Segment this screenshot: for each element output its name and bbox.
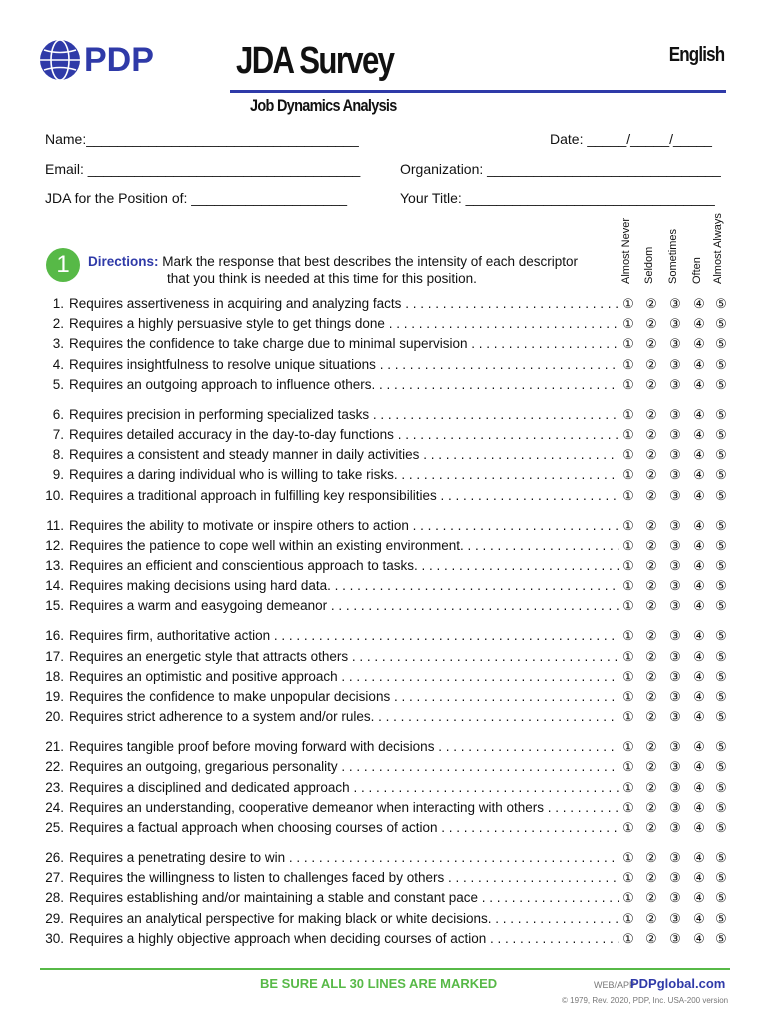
question-number: 21. (45, 739, 64, 755)
response-option-3[interactable]: ③ (669, 537, 681, 553)
response-option-3[interactable]: ③ (669, 487, 681, 503)
question-text: Requires the confidence to make unpopular decisions . . . (69, 689, 619, 704)
question-number: 24. (45, 799, 64, 815)
response-option-2[interactable]: ② (645, 799, 657, 815)
question-number: 19. (45, 689, 64, 704)
response-option-3[interactable]: ③ (669, 558, 681, 573)
question-text: Requires the willingness to listen to challenges faced by others . . . (69, 870, 619, 885)
response-option-4[interactable]: ④ (693, 356, 705, 372)
response-option-1[interactable]: ① (622, 537, 634, 553)
question-text: Requires a factual approach when choosing courses of action . . . (69, 820, 619, 835)
question-number: 12. (45, 537, 64, 553)
response-option-5[interactable]: ⑤ (715, 689, 727, 704)
response-option-1[interactable]: ① (622, 820, 634, 835)
response-option-2[interactable]: ② (645, 447, 657, 463)
response-option-3[interactable]: ③ (669, 930, 681, 946)
scale-label-almost-never: Almost Never (620, 217, 632, 284)
response-option-4[interactable]: ④ (693, 910, 705, 926)
response-option-4[interactable]: ④ (693, 517, 705, 533)
question-row (0, 820, 770, 840)
response-option-1[interactable]: ① (622, 739, 634, 755)
response-option-2[interactable]: ② (645, 820, 657, 835)
question-text: Requires strict adherence to a system and/or rules. . . . (69, 709, 619, 724)
response-option-3[interactable]: ③ (669, 910, 681, 926)
response-option-4[interactable]: ④ (693, 336, 705, 352)
response-option-2[interactable]: ② (645, 376, 657, 392)
response-option-5[interactable]: ⑤ (715, 537, 727, 553)
footer-divider (40, 968, 730, 970)
response-option-1[interactable]: ① (622, 447, 634, 463)
question-row (0, 850, 770, 870)
response-option-1[interactable]: ① (622, 930, 634, 946)
page-subtitle: Job Dynamics Analysis (250, 96, 397, 115)
email-field[interactable]: Email: ___________________________________ (45, 161, 361, 177)
question-text: Requires precision in performing specialized tasks . . . (69, 407, 619, 422)
question-number: 7. (52, 427, 64, 442)
response-option-1[interactable]: ① (622, 850, 634, 865)
response-option-3[interactable]: ③ (669, 316, 681, 332)
copyright-notice: © 1979, Rev. 2020, PDP, Inc. USA-200 version (562, 996, 729, 1005)
question-row (0, 467, 770, 487)
response-option-1[interactable]: ① (622, 870, 634, 886)
response-option-4[interactable]: ④ (693, 406, 705, 422)
question-number: 3. (52, 336, 64, 352)
response-option-3[interactable]: ③ (669, 406, 681, 422)
response-option-5[interactable]: ⑤ (715, 628, 727, 644)
response-option-3[interactable]: ③ (669, 296, 681, 311)
response-option-1[interactable]: ① (622, 296, 634, 311)
question-row (0, 709, 770, 729)
directions-text-1: Mark the response that best describes the intensity of each descriptor (162, 254, 578, 269)
response-option-1[interactable]: ① (622, 487, 634, 503)
response-option-1[interactable]: ① (622, 890, 634, 906)
response-option-5[interactable]: ⑤ (715, 558, 727, 573)
response-option-4[interactable]: ④ (693, 930, 705, 946)
question-row (0, 931, 770, 951)
response-option-3[interactable]: ③ (669, 689, 681, 704)
response-option-2[interactable]: ② (645, 467, 657, 483)
response-option-1[interactable]: ① (622, 517, 634, 533)
response-option-2[interactable]: ② (645, 759, 657, 775)
response-option-3[interactable]: ③ (669, 799, 681, 815)
response-option-1[interactable]: ① (622, 406, 634, 422)
question-row (0, 780, 770, 800)
question-row (0, 800, 770, 820)
question-number: 17. (45, 648, 64, 664)
question-text: Requires tangible proof before moving forward with decisions . . . (69, 739, 619, 754)
logo-text: PDP (84, 40, 154, 79)
response-option-5[interactable]: ⑤ (715, 799, 727, 815)
response-option-5[interactable]: ⑤ (715, 759, 727, 775)
question-number: 10. (45, 487, 64, 503)
response-option-5[interactable]: ⑤ (715, 578, 727, 594)
question-number: 23. (45, 779, 64, 795)
response-option-3[interactable]: ③ (669, 890, 681, 906)
response-option-4[interactable]: ④ (693, 578, 705, 594)
scale-label-almost-always: Almost Always (712, 213, 724, 284)
response-option-2[interactable]: ② (645, 779, 657, 795)
question-row (0, 578, 770, 598)
question-number: 5. (52, 376, 64, 392)
response-option-2[interactable]: ② (645, 487, 657, 503)
response-option-4[interactable]: ④ (693, 537, 705, 553)
position-field[interactable]: JDA for the Position of: ____________________ (45, 190, 348, 206)
scale-label-often: Often (691, 257, 703, 284)
question-number: 26. (45, 850, 64, 865)
response-option-1[interactable]: ① (622, 598, 634, 614)
response-option-3[interactable]: ③ (669, 356, 681, 372)
response-option-4[interactable]: ④ (693, 850, 705, 865)
question-text: Requires a traditional approach in fulfilling key responsibilities . . . (69, 488, 619, 503)
response-option-5[interactable]: ⑤ (715, 709, 727, 725)
response-option-1[interactable]: ① (622, 336, 634, 352)
question-text: Requires an optimistic and positive approach . . . (69, 669, 619, 684)
response-option-4[interactable]: ④ (693, 709, 705, 725)
response-option-3[interactable]: ③ (669, 668, 681, 684)
response-option-1[interactable]: ① (622, 910, 634, 926)
response-option-2[interactable]: ② (645, 648, 657, 664)
response-option-4[interactable]: ④ (693, 487, 705, 503)
response-option-4[interactable]: ④ (693, 296, 705, 311)
response-option-2[interactable]: ② (645, 316, 657, 332)
question-number: 8. (52, 447, 64, 463)
website-link[interactable]: PDPglobal.com (630, 976, 726, 991)
question-text: Requires an analytical perspective for making black or white decisions. . . . (69, 911, 619, 926)
response-option-2[interactable]: ② (645, 910, 657, 926)
response-option-1[interactable]: ① (622, 799, 634, 815)
response-option-2[interactable]: ② (645, 517, 657, 533)
response-option-5[interactable]: ⑤ (715, 779, 727, 795)
response-option-1[interactable]: ① (622, 467, 634, 483)
response-option-3[interactable]: ③ (669, 648, 681, 664)
question-row (0, 598, 770, 618)
globe-icon (38, 38, 82, 82)
response-option-5[interactable]: ⑤ (715, 910, 727, 926)
language-label: English (668, 44, 724, 66)
question-text: Requires the patience to cope well within an existing environment. . . . (69, 538, 619, 553)
title-divider (230, 90, 726, 93)
response-option-2[interactable]: ② (645, 870, 657, 886)
response-option-4[interactable]: ④ (693, 648, 705, 664)
response-option-4[interactable]: ④ (693, 759, 705, 775)
question-text: Requires a penetrating desire to win . . . (69, 850, 619, 865)
response-option-4[interactable]: ④ (693, 316, 705, 332)
response-option-2[interactable]: ② (645, 427, 657, 442)
response-option-5[interactable]: ⑤ (715, 376, 727, 392)
response-option-2[interactable]: ② (645, 578, 657, 594)
response-option-2[interactable]: ② (645, 890, 657, 906)
response-option-3[interactable]: ③ (669, 578, 681, 594)
question-row (0, 911, 770, 931)
question-row (0, 336, 770, 356)
response-option-4[interactable]: ④ (693, 689, 705, 704)
question-text: Requires an energetic style that attracts others . . . (69, 649, 619, 664)
response-option-2[interactable]: ② (645, 558, 657, 573)
response-option-3[interactable]: ③ (669, 467, 681, 483)
response-option-4[interactable]: ④ (693, 668, 705, 684)
question-number: 6. (52, 406, 64, 422)
response-option-4[interactable]: ④ (693, 820, 705, 835)
response-option-5[interactable]: ⑤ (715, 427, 727, 442)
question-text: Requires establishing and/or maintaining a stable and constant pace . . . (69, 890, 619, 905)
response-option-2[interactable]: ② (645, 598, 657, 614)
response-option-2[interactable]: ② (645, 850, 657, 865)
response-option-1[interactable]: ① (622, 427, 634, 442)
response-option-2[interactable]: ② (645, 739, 657, 755)
question-row (0, 558, 770, 578)
response-option-3[interactable]: ③ (669, 598, 681, 614)
response-option-5[interactable]: ⑤ (715, 739, 727, 755)
response-option-4[interactable]: ④ (693, 467, 705, 483)
response-option-2[interactable]: ② (645, 668, 657, 684)
question-row (0, 488, 770, 508)
response-option-2[interactable]: ② (645, 709, 657, 725)
response-option-3[interactable]: ③ (669, 850, 681, 865)
response-option-5[interactable]: ⑤ (715, 668, 727, 684)
response-option-5[interactable]: ⑤ (715, 517, 727, 533)
question-number: 18. (45, 668, 64, 684)
response-option-2[interactable]: ② (645, 930, 657, 946)
step-number-badge: 1 (46, 248, 80, 282)
question-number: 4. (52, 356, 64, 372)
question-number: 1. (52, 296, 64, 311)
response-option-2[interactable]: ② (645, 336, 657, 352)
question-number: 9. (52, 467, 64, 483)
question-text: Requires a highly objective approach when deciding courses of action . . . (69, 931, 619, 946)
directions-text-2: that you think is needed at this time for this position. (167, 271, 477, 286)
question-number: 14. (45, 578, 64, 594)
question-text: Requires an outgoing, gregarious personality . . . (69, 759, 619, 774)
response-option-5[interactable]: ⑤ (715, 890, 727, 906)
question-text: Requires firm, authoritative action . . . (69, 628, 619, 643)
response-option-4[interactable]: ④ (693, 799, 705, 815)
question-number: 22. (45, 759, 64, 775)
question-number: 13. (45, 558, 64, 573)
response-option-1[interactable]: ① (622, 578, 634, 594)
response-option-4[interactable]: ④ (693, 598, 705, 614)
question-number: 16. (45, 628, 64, 644)
response-option-3[interactable]: ③ (669, 336, 681, 352)
question-text: Requires an understanding, cooperative demeanor when interacting with others . . . (69, 800, 619, 815)
question-number: 29. (45, 910, 64, 926)
response-option-3[interactable]: ③ (669, 820, 681, 835)
response-option-1[interactable]: ① (622, 316, 634, 332)
response-option-5[interactable]: ⑤ (715, 870, 727, 886)
question-text: Requires the confidence to take charge due to minimal supervision . . . (69, 336, 619, 351)
response-option-4[interactable]: ④ (693, 628, 705, 644)
response-option-5[interactable]: ⑤ (715, 296, 727, 311)
response-option-3[interactable]: ③ (669, 628, 681, 644)
completion-reminder: BE SURE ALL 30 LINES ARE MARKED (260, 976, 498, 991)
date-field[interactable]: Date: _____/_____/_____ (550, 131, 712, 147)
response-option-1[interactable]: ① (622, 376, 634, 392)
response-option-4[interactable]: ④ (693, 870, 705, 886)
question-row (0, 669, 770, 689)
question-row (0, 357, 770, 377)
question-number: 28. (45, 890, 64, 906)
pdp-logo (38, 38, 154, 82)
response-option-1[interactable]: ① (622, 689, 634, 704)
response-option-5[interactable]: ⑤ (715, 598, 727, 614)
directions-line-1 (88, 254, 578, 269)
question-number: 15. (45, 598, 64, 614)
response-option-2[interactable]: ② (645, 689, 657, 704)
response-option-5[interactable]: ⑤ (715, 467, 727, 483)
response-option-1[interactable]: ① (622, 668, 634, 684)
question-text: Requires an outgoing approach to influence others. . . . (69, 377, 619, 392)
question-text: Requires a highly persuasive style to get things done . . . (69, 316, 619, 331)
response-option-3[interactable]: ③ (669, 870, 681, 886)
question-text: Requires insightfulness to resolve unique situations . . . (69, 357, 619, 372)
question-text: Requires detailed accuracy in the day-to-day functions . . . (69, 427, 619, 442)
response-option-1[interactable]: ① (622, 356, 634, 372)
question-text: Requires a warm and easygoing demeanor . . . (69, 598, 619, 613)
response-option-5[interactable]: ⑤ (715, 447, 727, 463)
response-option-5[interactable]: ⑤ (715, 336, 727, 352)
scale-label-seldom: Seldom (643, 246, 655, 284)
response-option-4[interactable]: ④ (693, 558, 705, 573)
question-row (0, 759, 770, 779)
question-text: Requires a consistent and steady manner in daily activities . . . (69, 447, 619, 462)
question-number: 27. (45, 870, 64, 886)
response-option-2[interactable]: ② (645, 296, 657, 311)
question-row (0, 377, 770, 397)
response-option-4[interactable]: ④ (693, 427, 705, 442)
response-option-3[interactable]: ③ (669, 739, 681, 755)
response-option-5[interactable]: ⑤ (715, 487, 727, 503)
response-option-4[interactable]: ④ (693, 447, 705, 463)
response-option-3[interactable]: ③ (669, 447, 681, 463)
response-option-1[interactable]: ① (622, 558, 634, 573)
question-row (0, 447, 770, 467)
response-option-3[interactable]: ③ (669, 517, 681, 533)
response-option-3[interactable]: ③ (669, 709, 681, 725)
question-number: 25. (45, 820, 64, 835)
response-option-5[interactable]: ⑤ (715, 930, 727, 946)
directions-label: Directions: (88, 254, 159, 269)
web-app-label: WEB/APP (594, 980, 636, 990)
response-option-3[interactable]: ③ (669, 779, 681, 795)
question-number: 30. (45, 930, 64, 946)
response-option-3[interactable]: ③ (669, 427, 681, 442)
response-option-1[interactable]: ① (622, 779, 634, 795)
response-option-3[interactable]: ③ (669, 759, 681, 775)
page-title: JDA Survey (236, 40, 394, 82)
question-row (0, 870, 770, 890)
response-option-5[interactable]: ⑤ (715, 316, 727, 332)
response-option-1[interactable]: ① (622, 709, 634, 725)
response-option-5[interactable]: ⑤ (715, 648, 727, 664)
question-row (0, 649, 770, 669)
organization-field[interactable]: Organization: ______________________________ (400, 161, 721, 177)
response-option-4[interactable]: ④ (693, 376, 705, 392)
response-option-4[interactable]: ④ (693, 890, 705, 906)
response-option-5[interactable]: ⑤ (715, 356, 727, 372)
response-option-5[interactable]: ⑤ (715, 850, 727, 865)
question-row (0, 628, 770, 648)
response-option-2[interactable]: ② (645, 628, 657, 644)
question-row (0, 739, 770, 759)
response-option-1[interactable]: ① (622, 648, 634, 664)
question-row (0, 890, 770, 910)
question-text: Requires an efficient and conscientious approach to tasks. . . . (69, 558, 619, 573)
response-option-5[interactable]: ⑤ (715, 820, 727, 835)
your-title-field[interactable]: Your Title: ________________________________ (400, 190, 715, 206)
question-text: Requires making decisions using hard data. . . . (69, 578, 619, 593)
question-row (0, 407, 770, 427)
question-text: Requires a daring individual who is willing to take risks. . . . (69, 467, 619, 482)
question-row (0, 538, 770, 558)
response-option-1[interactable]: ① (622, 628, 634, 644)
question-row (0, 316, 770, 336)
question-row (0, 689, 770, 709)
response-option-1[interactable]: ① (622, 759, 634, 775)
question-text: Requires assertiveness in acquiring and analyzing facts . . . (69, 296, 619, 311)
response-option-4[interactable]: ④ (693, 779, 705, 795)
question-text: Requires a disciplined and dedicated approach . . . (69, 780, 619, 795)
name-field[interactable]: Name:___________________________________ (45, 131, 359, 147)
response-option-4[interactable]: ④ (693, 739, 705, 755)
question-row (0, 427, 770, 447)
response-option-2[interactable]: ② (645, 356, 657, 372)
question-number: 20. (45, 709, 64, 725)
question-row (0, 518, 770, 538)
question-number: 11. (46, 517, 64, 533)
response-option-2[interactable]: ② (645, 406, 657, 422)
question-number: 2. (52, 316, 64, 332)
response-option-2[interactable]: ② (645, 537, 657, 553)
response-option-3[interactable]: ③ (669, 376, 681, 392)
question-text: Requires the ability to motivate or inspire others to action . . . (69, 518, 619, 533)
question-row (0, 296, 770, 316)
scale-label-sometimes: Sometimes (667, 228, 679, 284)
response-option-5[interactable]: ⑤ (715, 406, 727, 422)
